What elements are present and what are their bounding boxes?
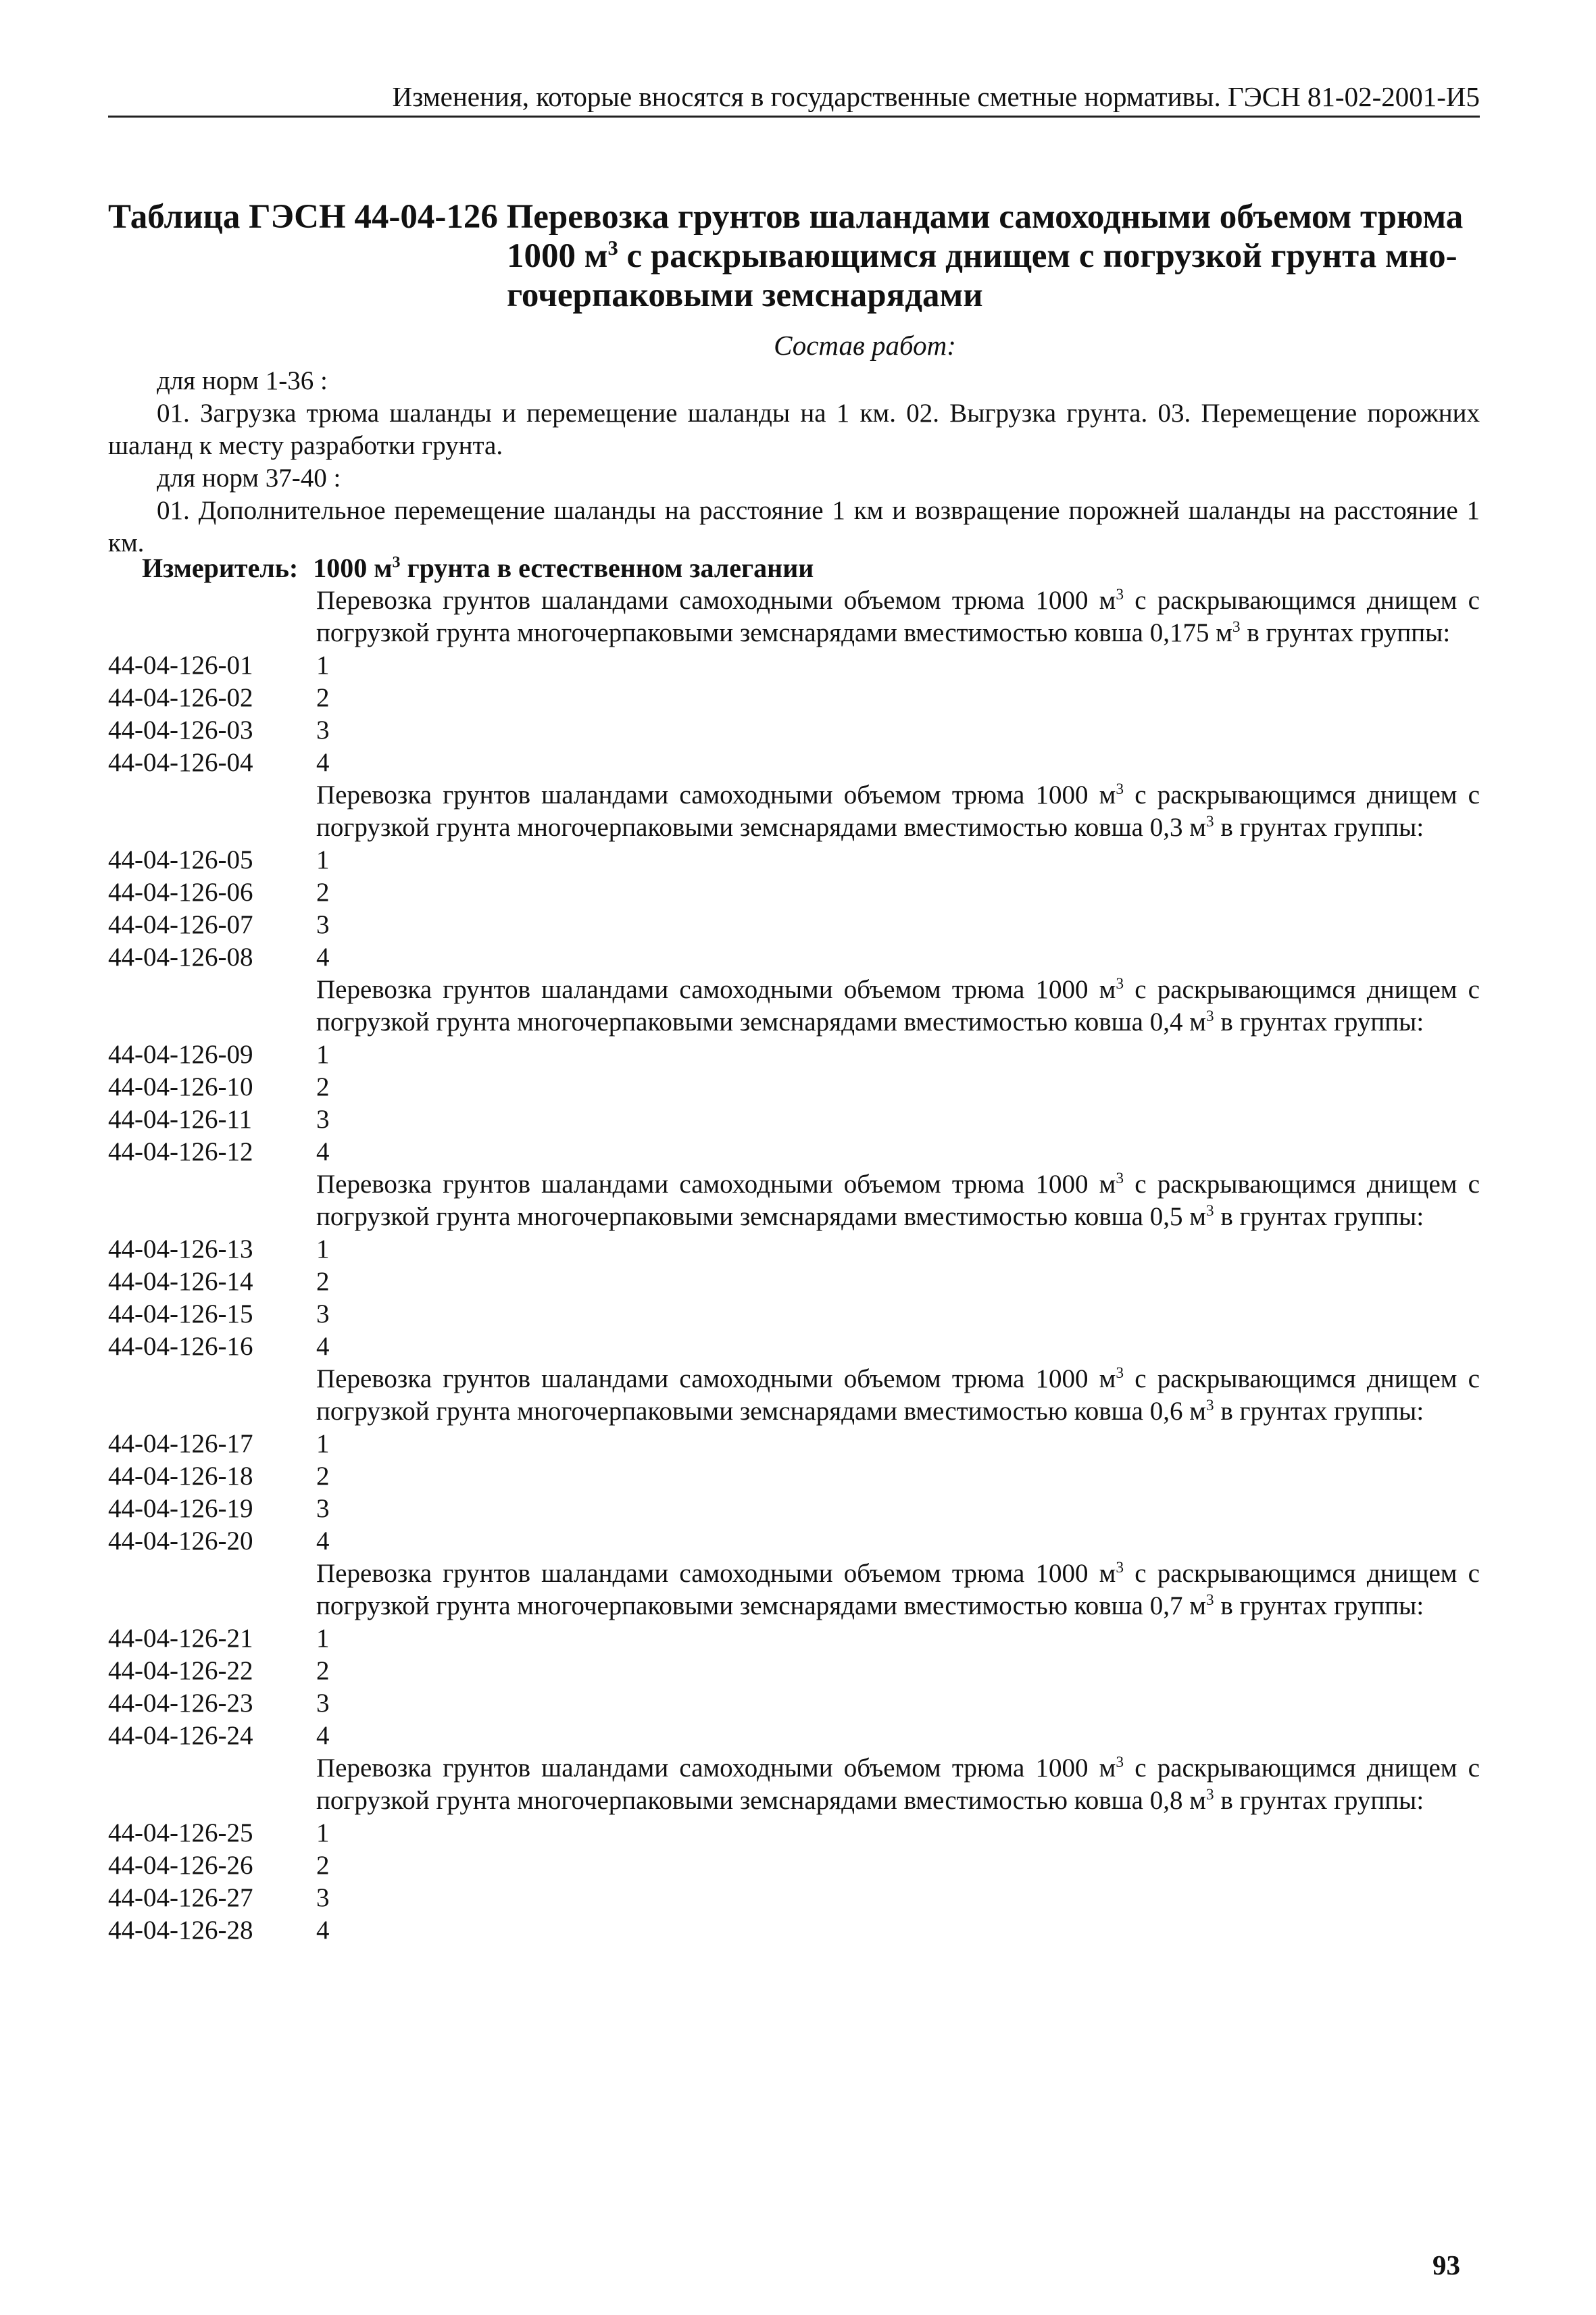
- table-row: [108, 1687, 1480, 1720]
- desc-sup: 3: [1205, 1591, 1214, 1609]
- soil-group: 1: [316, 1429, 330, 1458]
- desc-sup: 3: [1116, 780, 1124, 798]
- norm-code: 44-04-126-13: [108, 1235, 253, 1264]
- page-number: 93: [1432, 2249, 1460, 2281]
- soil-group: 4: [316, 943, 330, 972]
- norms-2-text: 01. Дополнительное перемещение шаланды на расстояние 1 км и возвращение порожней шаланды на расстояние 1 км.: [108, 496, 1480, 557]
- title-line-1: [108, 197, 1480, 237]
- desc-sup: 3: [1116, 1559, 1124, 1576]
- title-text-2-post: с раскрывающимся днищем с погрузкой грунта мно-: [618, 237, 1457, 275]
- measure-line: [142, 552, 814, 584]
- soil-group: 3: [316, 910, 330, 939]
- desc-sup: 3: [1116, 1753, 1124, 1771]
- group-description: [316, 1363, 1480, 1428]
- table-row: [108, 1914, 1480, 1947]
- soil-group: 2: [316, 683, 330, 712]
- measure-sup: 3: [392, 553, 401, 572]
- norm-code: 44-04-126-14: [108, 1267, 253, 1296]
- desc-sup: 3: [1205, 1007, 1214, 1025]
- desc-sup: 3: [1205, 813, 1214, 830]
- norm-code: 44-04-126-28: [108, 1916, 253, 1945]
- table-row: [108, 1428, 1480, 1460]
- table-row: [108, 649, 1480, 682]
- norm-code: 44-04-126-12: [108, 1137, 253, 1166]
- table-row: [108, 1622, 1480, 1655]
- soil-group: 1: [316, 1235, 330, 1264]
- desc-sup: 3: [1116, 1170, 1124, 1187]
- norm-code: 44-04-126-22: [108, 1656, 253, 1685]
- norm-code: 44-04-126-06: [108, 878, 253, 907]
- norm-code: 44-04-126-05: [108, 845, 253, 874]
- norm-code: 44-04-126-26: [108, 1851, 253, 1880]
- desc-mid: с раскрывающимся днищем с погрузкой грунта многочерпаковыми земснарядами вместимостью ковша 0,8 м: [316, 1753, 1480, 1815]
- desc-post: в грунтах группы:: [1240, 618, 1451, 647]
- desc-post: в грунтах группы:: [1214, 1591, 1424, 1620]
- title-text-2-pre: 1000 м: [507, 237, 608, 275]
- soil-group: 2: [316, 1656, 330, 1685]
- measure-value: [313, 553, 814, 583]
- desc-post: в грунтах группы:: [1214, 1397, 1424, 1426]
- table-row: [108, 747, 1480, 779]
- table-title: [108, 197, 1480, 315]
- norms-1-text: 01. Загрузка трюма шаланды и перемещение шаланды на 1 км. 02. Выгрузка грунта. 03. Перемещение порожних шаланд к месту разработки грунта.: [108, 399, 1480, 460]
- table-row: [108, 844, 1480, 876]
- desc-post: в грунтах группы:: [1214, 813, 1424, 842]
- composition-heading-text: Состав работ:: [774, 330, 956, 361]
- desc-pre: Перевозка грунтов шаландами самоходными объемом трюма 1000 м: [316, 586, 1116, 615]
- title-line-2: [108, 237, 1480, 276]
- desc-post: в грунтах группы:: [1214, 1786, 1424, 1815]
- table-row: [108, 941, 1480, 974]
- soil-group: 2: [316, 1462, 330, 1491]
- table-row: [108, 1493, 1480, 1525]
- soil-group: 1: [316, 1818, 330, 1847]
- norm-code: 44-04-126-17: [108, 1429, 253, 1458]
- norm-code: 44-04-126-27: [108, 1883, 253, 1912]
- desc-mid: с раскрывающимся днищем с погрузкой грунта многочерпаковыми земснарядами вместимостью ковша 0,4 м: [316, 975, 1480, 1037]
- soil-group: 2: [316, 1851, 330, 1880]
- table-row: [108, 1136, 1480, 1168]
- soil-group: 4: [316, 1137, 330, 1166]
- soil-group: 4: [316, 1526, 330, 1555]
- running-header: Изменения, которые вносятся в государственные сметные нормативы. ГЭСН 81-02-2001-И5: [392, 81, 1480, 112]
- norm-code: 44-04-126-23: [108, 1689, 253, 1718]
- soil-group: 4: [316, 748, 330, 777]
- desc-sup: 3: [1205, 1786, 1214, 1803]
- norms-2-label: для норм 37-40 :: [157, 464, 341, 493]
- soil-group: 3: [316, 1689, 330, 1718]
- soil-group: 2: [316, 1267, 330, 1296]
- group-description: [316, 974, 1480, 1039]
- table-row: [108, 1266, 1480, 1298]
- norms-1-label: для норм 1-36 :: [157, 366, 328, 395]
- table-row: [108, 1882, 1480, 1914]
- desc-pre: Перевозка грунтов шаландами самоходными объемом трюма 1000 м: [316, 975, 1116, 1004]
- desc-sup: 3: [1116, 586, 1124, 603]
- soil-group: 2: [316, 878, 330, 907]
- desc-sup: 3: [1116, 1364, 1124, 1382]
- soil-group: 4: [316, 1721, 330, 1750]
- norm-code: 44-04-126-09: [108, 1040, 253, 1069]
- norm-code: 44-04-126-11: [108, 1105, 253, 1134]
- group-description: [316, 779, 1480, 844]
- soil-group: 4: [316, 1332, 330, 1361]
- group-description: [316, 584, 1480, 649]
- soil-group: 1: [316, 845, 330, 874]
- composition-block: [108, 365, 1480, 559]
- table-row: [108, 1849, 1480, 1882]
- title-sup: 3: [607, 237, 618, 259]
- measure-value-pre: 1000 м: [313, 553, 393, 583]
- measure-label: Измеритель:: [142, 553, 299, 583]
- desc-sup: 3: [1205, 1397, 1214, 1414]
- table-row: [108, 1817, 1480, 1849]
- table-row: [108, 1330, 1480, 1363]
- norm-code: 44-04-126-01: [108, 651, 253, 680]
- desc-sup: 3: [1116, 975, 1124, 993]
- table-row: [108, 1233, 1480, 1266]
- table-row: [108, 1071, 1480, 1103]
- soil-group: 1: [316, 651, 330, 680]
- desc-pre: Перевозка грунтов шаландами самоходными объемом трюма 1000 м: [316, 780, 1116, 810]
- table-label: Таблица ГЭСН 44-04-126: [108, 198, 498, 236]
- table-row: [108, 1298, 1480, 1330]
- desc-sup: 3: [1205, 1202, 1214, 1220]
- norm-code: 44-04-126-25: [108, 1818, 253, 1847]
- desc-mid: с раскрывающимся днищем с погрузкой грунта многочерпаковыми земснарядами вместимостью ковша 0,3 м: [316, 780, 1480, 842]
- soil-group: 1: [316, 1624, 330, 1653]
- group-description: [316, 1752, 1480, 1817]
- desc-sup: 3: [1232, 618, 1241, 636]
- title-text-1: Перевозка грунтов шаландами самоходными объемом трюма: [506, 198, 1464, 236]
- measure-value-post: грунта в естественном залегании: [400, 553, 814, 583]
- title-line-3: гочерпаковыми земснарядами: [507, 276, 983, 314]
- table-row: [108, 682, 1480, 714]
- soil-group: 3: [316, 1105, 330, 1134]
- norm-code: 44-04-126-02: [108, 683, 253, 712]
- table-row: [108, 1460, 1480, 1493]
- table-row: [108, 1039, 1480, 1071]
- soil-group: 2: [316, 1072, 330, 1101]
- desc-mid: с раскрывающимся днищем с погрузкой грунта многочерпаковыми земснарядами вместимостью ковша 0,5 м: [316, 1170, 1480, 1231]
- soil-group: 4: [316, 1916, 330, 1945]
- soil-group: 3: [316, 1299, 330, 1328]
- desc-mid: с раскрывающимся днищем с погрузкой грунта многочерпаковыми земснарядами вместимостью ковша 0,175 м: [316, 586, 1480, 647]
- soil-group: 3: [316, 716, 330, 745]
- table-row: [108, 714, 1480, 747]
- norm-code: 44-04-126-08: [108, 943, 253, 972]
- desc-post: в грунтах группы:: [1214, 1007, 1424, 1037]
- desc-pre: Перевозка грунтов шаландами самоходными объемом трюма 1000 м: [316, 1559, 1116, 1588]
- norm-code: 44-04-126-04: [108, 748, 253, 777]
- desc-pre: Перевозка грунтов шаландами самоходными объемом трюма 1000 м: [316, 1753, 1116, 1783]
- table-row: [108, 1720, 1480, 1752]
- table-row: [108, 1525, 1480, 1558]
- norm-code: 44-04-126-24: [108, 1721, 253, 1750]
- norm-code: 44-04-126-19: [108, 1494, 253, 1523]
- group-description: [316, 1558, 1480, 1622]
- norm-code: 44-04-126-21: [108, 1624, 253, 1653]
- table-row: [108, 1103, 1480, 1136]
- header-rule: [108, 116, 1480, 118]
- soil-group: 1: [316, 1040, 330, 1069]
- desc-pre: Перевозка грунтов шаландами самоходными объемом трюма 1000 м: [316, 1364, 1116, 1393]
- soil-group: 3: [316, 1494, 330, 1523]
- desc-mid: с раскрывающимся днищем с погрузкой грунта многочерпаковыми земснарядами вместимостью ковша 0,6 м: [316, 1364, 1480, 1426]
- desc-pre: Перевозка грунтов шаландами самоходными объемом трюма 1000 м: [316, 1170, 1116, 1199]
- norm-code: 44-04-126-15: [108, 1299, 253, 1328]
- norms-table: [108, 584, 1480, 1947]
- norm-code: 44-04-126-20: [108, 1526, 253, 1555]
- table-row: [108, 1655, 1480, 1687]
- norm-code: 44-04-126-03: [108, 716, 253, 745]
- soil-group: 3: [316, 1883, 330, 1912]
- table-row: [108, 876, 1480, 909]
- group-description: [316, 1168, 1480, 1233]
- composition-heading: [108, 329, 1480, 362]
- norm-code: 44-04-126-07: [108, 910, 253, 939]
- table-row: [108, 909, 1480, 941]
- norm-code: 44-04-126-10: [108, 1072, 253, 1101]
- norm-code: 44-04-126-16: [108, 1332, 253, 1361]
- norm-code: 44-04-126-18: [108, 1462, 253, 1491]
- desc-mid: с раскрывающимся днищем с погрузкой грунта многочерпаковыми земснарядами вместимостью ковша 0,7 м: [316, 1559, 1480, 1620]
- desc-post: в грунтах группы:: [1214, 1202, 1424, 1231]
